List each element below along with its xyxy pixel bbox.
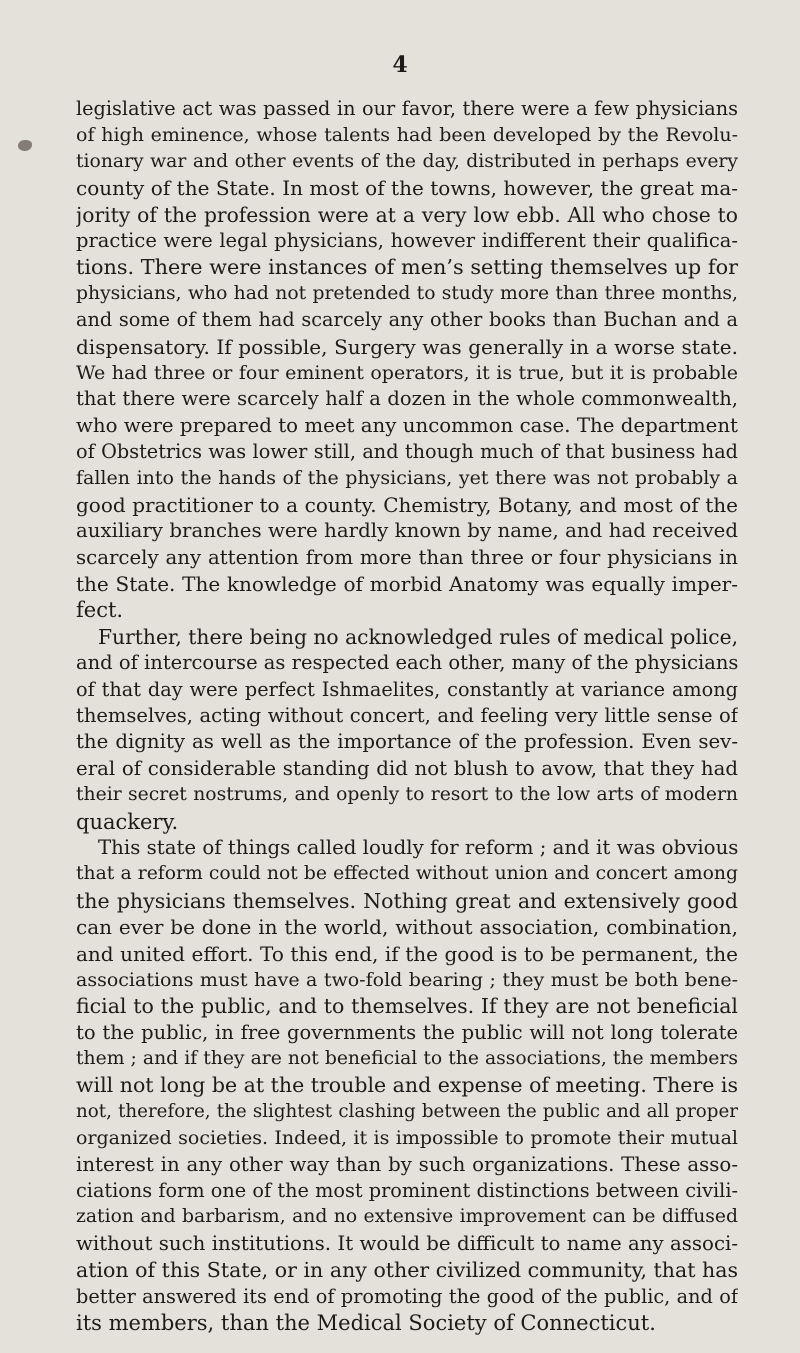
text-line: its members, than the Medical Society of Connecticut. (76, 1310, 656, 1335)
text-line: to the public, in free governments the public will not long tolerate (76, 1020, 738, 1044)
text-line: better answered its end of promoting the good of the public, and of (76, 1284, 738, 1308)
text-line: and some of them had scarcely any other books than Buchan and a (76, 308, 738, 332)
text-line: auxiliary branches were hardly known by name, and had received (76, 519, 738, 543)
text-line: ation of this State, or in any other civilized community, that has (76, 1258, 738, 1283)
text-line: county of the State. In most of the towns, however, the great ma- (76, 176, 738, 201)
text-line: practice were legal physicians, however indifferent their qualifica- (76, 228, 738, 252)
text-line: fallen into the hands of the physicians, yet there was not probably a (76, 467, 738, 490)
text-line: who were prepared to meet any uncommon case. The department (76, 413, 738, 437)
text-line: eral of considerable standing did not blush to avow, that they had (76, 756, 738, 780)
text-line: organized societies. Indeed, it is impossible to promote their mutual (76, 1127, 738, 1150)
text-line: legislative act was passed in our favor, there were a few physicians (76, 97, 738, 120)
text-line: the physicians themselves. Nothing great and extensively good (76, 888, 738, 913)
text-line: that a reform could not be effected without union and concert among (76, 863, 738, 885)
text-line: tionary war and other events of the day, distributed in perhaps every (76, 150, 738, 172)
text-line: themselves, acting without concert, and feeling very little sense of (76, 703, 738, 727)
text-line: not, therefore, the slightest clashing between the public and all proper (76, 1100, 738, 1122)
body-text (76, 96, 738, 1336)
page-blemish (18, 140, 32, 151)
text-line: quackery. (76, 809, 179, 834)
page-number: 4 (392, 52, 408, 78)
text-line: ciations form one of the most prominent distinctions between civili- (76, 1179, 738, 1203)
text-line: of that day were perfect Ishmaelites, constantly at variance among (76, 677, 738, 701)
text-line: fect. (76, 598, 124, 623)
text-line: jority of the profession were at a very low ebb. All who chose to (76, 202, 738, 227)
text-line: This state of things called loudly for reform ; and it was obvious (98, 835, 738, 859)
text-line: physicians, who had not pretended to study more than three months, (76, 282, 738, 304)
text-line: of Obstetrics was lower still, and though much of that business had (76, 440, 738, 464)
text-line: We had three or four eminent operators, it is true, but it is probable (76, 361, 738, 384)
text-line: can ever be done in the world, without association, combination, (76, 915, 738, 940)
text-line: and united effort. To this end, if the good is to be permanent, the (76, 941, 738, 966)
paragraph-2 (76, 624, 738, 835)
text-line: that there were scarcely half a dozen in the whole commonwealth, (76, 387, 738, 411)
text-line: their secret nostrums, and openly to resort to the low arts of modern (76, 784, 738, 806)
text-line: and of intercourse as respected each other, many of the physicians (76, 651, 738, 675)
text-line: the dignity as well as the importance of the profession. Even sev- (76, 730, 738, 754)
text-line: of high eminence, whose talents had been developed by the Revolu- (76, 124, 738, 147)
text-line: them ; and if they are not beneficial to the associations, the members (76, 1048, 738, 1070)
text-line: ficial to the public, and to themselves. If they are not beneficial (76, 994, 738, 1019)
text-line: without such institutions. It would be difficult to name any associ- (76, 1231, 738, 1255)
text-line: associations must have a two-fold bearing ; they must be both bene- (76, 968, 738, 991)
text-line: Further, there being no acknowledged rules of medical police, (98, 624, 738, 649)
text-line: good practitioner to a county. Chemistry, Botany, and most of the (76, 492, 738, 517)
text-line: scarcely any attention from more than three or four physicians in (76, 545, 738, 569)
paragraph-3 (76, 835, 738, 1336)
text-line: tions. There were instances of men’s setting themselves up for (76, 255, 738, 280)
text-line: dispensatory. If possible, Surgery was generally in a worse state. (76, 334, 738, 359)
text-line: the State. The knowledge of morbid Anatomy was equally imper- (76, 572, 738, 597)
text-line: zation and barbarism, and no extensive improvement can be diffused (76, 1206, 738, 1228)
text-line: will not long be at the trouble and expense of meeting. There is (76, 1073, 738, 1098)
text-line: interest in any other way than by such organizations. These asso- (76, 1152, 738, 1176)
paragraph-1 (76, 96, 738, 624)
